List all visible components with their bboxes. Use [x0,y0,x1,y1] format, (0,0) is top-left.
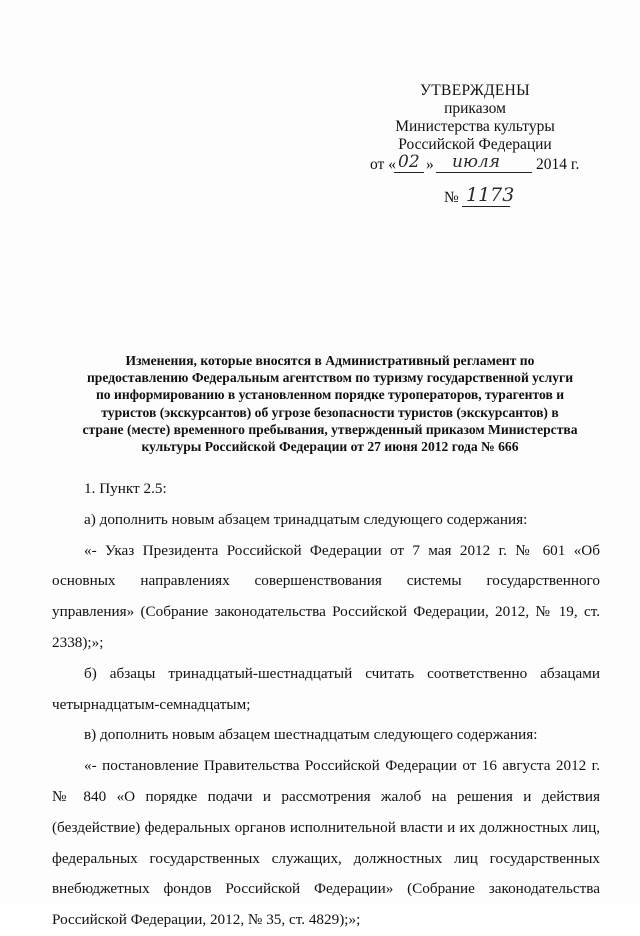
title-line: по информированию в установленном порядке туроператоров, турагентов и [95,387,565,403]
paragraph-subitem-b: б) абзацы тринадцатый-шестнадцатый считать соответственно абзацами четырнадцатым-семнадцатым; [52,664,600,713]
number-sign: № [444,189,459,206]
title-line: предоставлению Федеральным агентством по туризму государственной услуги [86,370,574,386]
paragraph-quote-decree: «- Указ Президента Российской Федерации от 7 мая 2012 г. № 601 «Об основных направлениях совершенствования системы государственного управления» (Собрание законодательства Российской Федерации, 2012, № 19, ст. 2338);»; [52,541,600,651]
paragraph-quote-resolution: «- постановление Правительства Российской Федерации от 16 августа 2012 г. № 840 «О порядке подачи и рассмотрения жалоб на решения и действия (бездействие) федеральных органов исполнительной власти и их должностных лиц, федеральных государственных служащих, должностных лиц государственных внебюджетных фондов Российской Федерации» (Собрание законодательства Российской Федерации, 2012, № 35, ст. 4829);»; [52,757,600,929]
approval-line-federation: Российской Федерации [398,136,552,153]
title-line: Изменения, которые вносятся в Административный регламент по [125,353,535,368]
document-body [52,474,600,936]
approval-heading: УТВЕРЖДЕНЫ [420,82,530,99]
approval-line-order: приказом [444,100,506,117]
number-handwritten: 1173 [466,184,515,206]
paragraph-item-1: 1. Пункт 2.5: [84,480,167,497]
date-month-underline [436,172,532,173]
title-line: культуры Российской Федерации от 27 июня 2012 года № 666 [141,439,519,455]
title-line: стране (месте) временного пребывания, утвержденный приказом Министерства [82,421,578,437]
approval-block [340,82,610,154]
paragraph-subitem-a: а) дополнить новым абзацем тринадцатым следующего содержания: [84,510,528,528]
date-month-handwritten: июля [452,152,500,172]
title-line: туристов (экскурсантов) об угрозе безопасности туристов (экскурсантов) в [101,404,559,420]
date-prefix: от « [370,156,396,173]
approval-date [370,153,620,177]
document-title [60,352,600,455]
approval-line-ministry: Министерства культуры [395,118,555,135]
approval-number [444,186,514,210]
date-mid: » [426,156,434,173]
number-underline [462,206,510,207]
date-year: 2014 г. [536,156,580,173]
date-day-handwritten: 02 [398,152,420,172]
date-day-underline [394,172,424,173]
paragraph-subitem-v: в) дополнить новым абзацем шестнадцатым следующего содержания: [84,726,538,744]
